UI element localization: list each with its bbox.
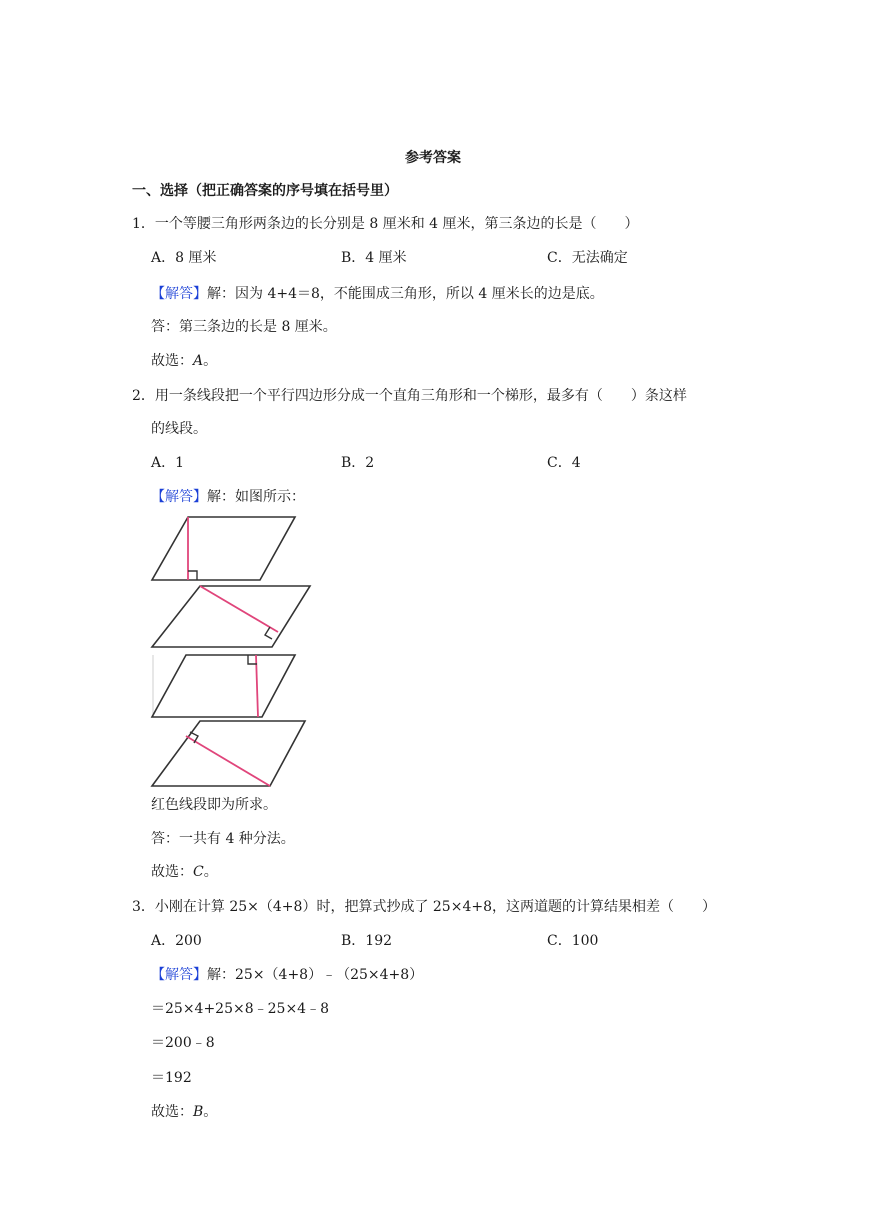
q1-option-a: A．8 厘米 [151, 250, 217, 266]
q2-solution-text: 解：如图所示： [207, 489, 305, 505]
q1-option-b: B．4 厘米 [341, 250, 407, 266]
parallelogram-figure-2 [150, 583, 315, 651]
red-segment [200, 586, 278, 632]
q1-solution [151, 284, 604, 304]
q2-answer: 答：一共有 4 种分法。 [151, 831, 295, 847]
q3-step-1: ＝25×4+25×8﹣25×4﹣8 [151, 1001, 329, 1017]
q3-choice [151, 1102, 217, 1122]
q2-choice [151, 862, 218, 882]
solution-tag: 【解答】 [151, 286, 207, 302]
right-angle-mark [188, 571, 197, 580]
q2-stem: 2．用一条线段把一个平行四边形分成一个直角三角形和一个梯形，最多有（ ）条这样 [132, 388, 687, 404]
parallelogram-figure-3 [150, 653, 300, 721]
solution-tag: 【解答】 [151, 489, 207, 505]
q1-stem: 1．一个等腰三角形两条边的长分别是 8 厘米和 4 厘米，第三条边的长是（ ） [132, 216, 639, 232]
choice-letter: B [193, 1104, 204, 1120]
choice-prefix: 故选： [151, 1104, 193, 1120]
parallelogram-figure-4 [150, 718, 310, 790]
q2-solution [151, 487, 305, 507]
q2-stem-continued: 的线段。 [151, 421, 207, 437]
red-segment [186, 736, 270, 786]
q3-option-b: B．192 [341, 933, 393, 949]
q3-option-c: C．100 [547, 933, 599, 949]
parallelogram-outline [152, 721, 305, 786]
choice-prefix: 故选： [151, 353, 193, 369]
solution-tag: 【解答】 [151, 967, 207, 983]
q3-solution [151, 965, 423, 985]
page-title: 参考答案 [405, 150, 461, 166]
choice-letter: A [193, 353, 204, 369]
choice-suffix: 。 [203, 1104, 218, 1120]
q3-solution-text: 解：25×（4+8）﹣（25×4+8） [207, 967, 424, 983]
q2-option-a: A．1 [151, 455, 185, 471]
choice-suffix: 。 [203, 864, 218, 880]
q1-choice [151, 351, 217, 371]
q3-step-3: ＝192 [151, 1070, 192, 1086]
section-heading: 一、选择（把正确答案的序号填在括号里） [132, 183, 398, 199]
parallelogram-outline [152, 655, 295, 717]
q1-answer: 答：第三条边的长是 8 厘米。 [151, 319, 337, 335]
choice-suffix: 。 [203, 353, 218, 369]
q2-option-b: B．2 [341, 455, 375, 471]
parallelogram-outline [152, 586, 310, 647]
q1-solution-text: 解：因为 4+4＝8，不能围成三角形，所以 4 厘米长的边是底。 [207, 286, 604, 302]
q3-stem: 3．小刚在计算 25×（4+8）时，把算式抄成了 25×4+8，这两道题的计算结果相差（ ） [132, 899, 716, 915]
choice-prefix: 故选： [151, 864, 193, 880]
q3-option-a: A．200 [151, 933, 202, 949]
q1-option-c: C．无法确定 [547, 250, 628, 266]
q2-note: 红色线段即为所求。 [151, 797, 277, 813]
choice-letter: C [193, 864, 204, 880]
parallelogram-outline [152, 517, 295, 580]
q3-step-2: ＝200﹣8 [151, 1035, 215, 1051]
q2-option-c: C．4 [547, 455, 581, 471]
parallelogram-figure-1 [150, 514, 300, 582]
